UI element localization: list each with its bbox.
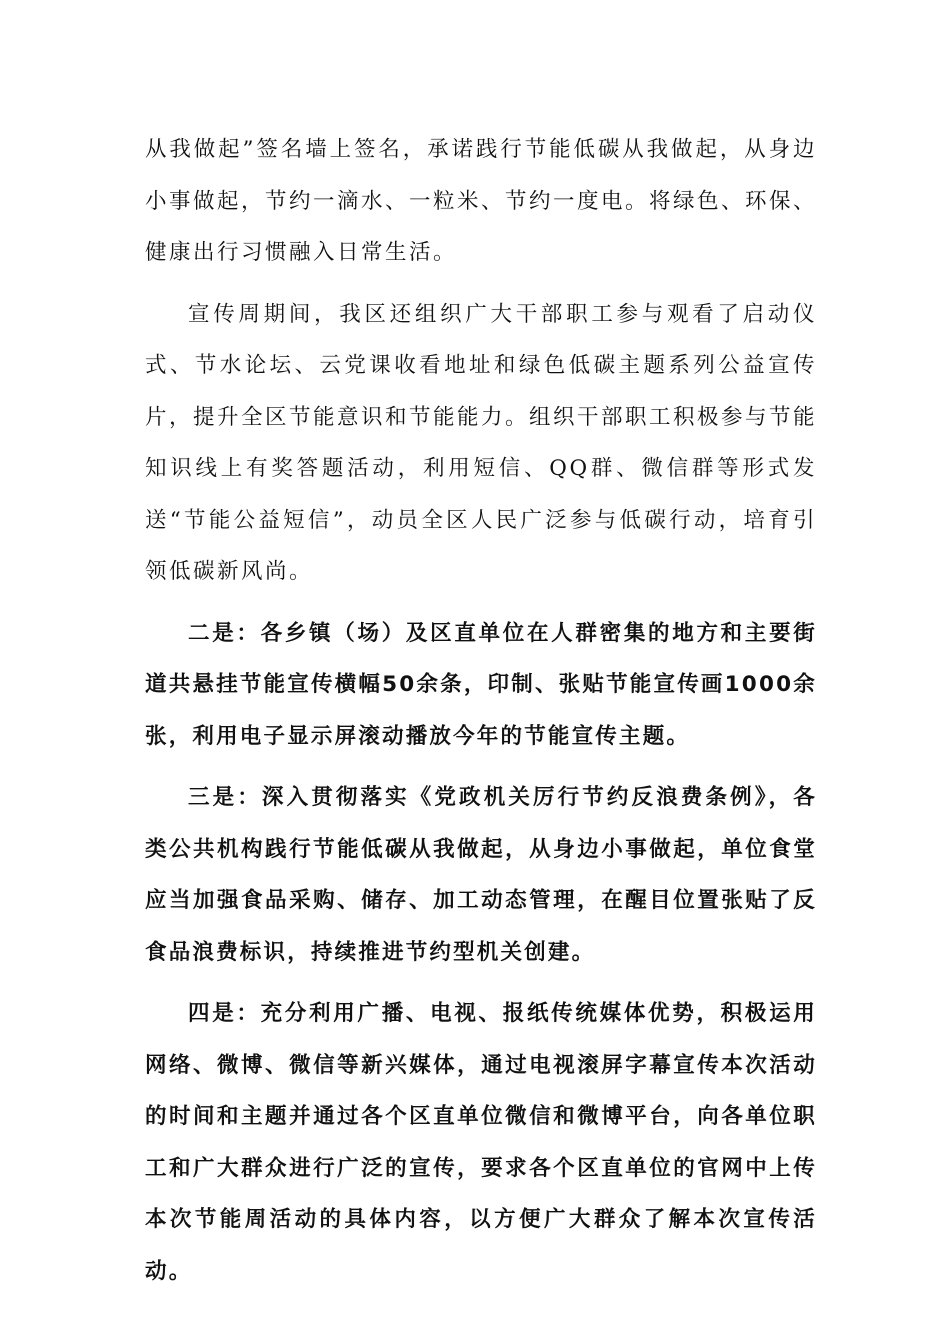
paragraph-point-three: 三是：深入贯彻落实《党政机关厉行节约反浪费条例》，各类公共机构践行节能低碳从我做起，从身边小事做起，单位食堂应当加强食品采购、储存、加工动态管理，在醒目位置张贴了反食品浪费标识，持续推进节约型机关创建。 [145, 785, 817, 965]
document-body [145, 124, 817, 1297]
paragraph-point-two: 二是：各乡镇（场）及区直单位在人群密集的地方和主要街道共悬挂节能宣传横幅50余条，印制、张贴节能宣传画1000余张，利用电子显示屏滚动播放今年的节能宣传主题。 [145, 620, 817, 749]
paragraph-continuation: 从我做起”签名墙上签名，承诺践行节能低碳从我做起，从身边小事做起，节约一滴水、一粒米、节约一度电。将绿色、环保、健康出行习惯融入日常生活。 [145, 137, 818, 265]
paragraph-point-four: 四是：充分利用广播、电视、报纸传统媒体优势，积极运用网络、微博、微信等新兴媒体，通过电视滚屏字幕宣传本次活动的时间和主题并通过各个区直单位微信和微博平台，向各单位职工和广大群众进行广泛的宣传，要求各个区直单位的官网中上传本次节能周活动的具体内容，以方便广大群众了解本次宣传活动。 [145, 1001, 817, 1284]
paragraph-publicity-week: 宣传周期间，我区还组织广大干部职工参与观看了启动仪式、节水论坛、云党课收看地址和绿色低碳主题系列公益宣传片，提升全区节能意识和节能能力。组织干部职工积极参与节能知识线上有奖答题活动，利用短信、QQ群、微信群等形式发送“节能公益短信”，动员全区人民广泛参与低碳行动，培育引领低碳新风尚。 [145, 301, 818, 584]
